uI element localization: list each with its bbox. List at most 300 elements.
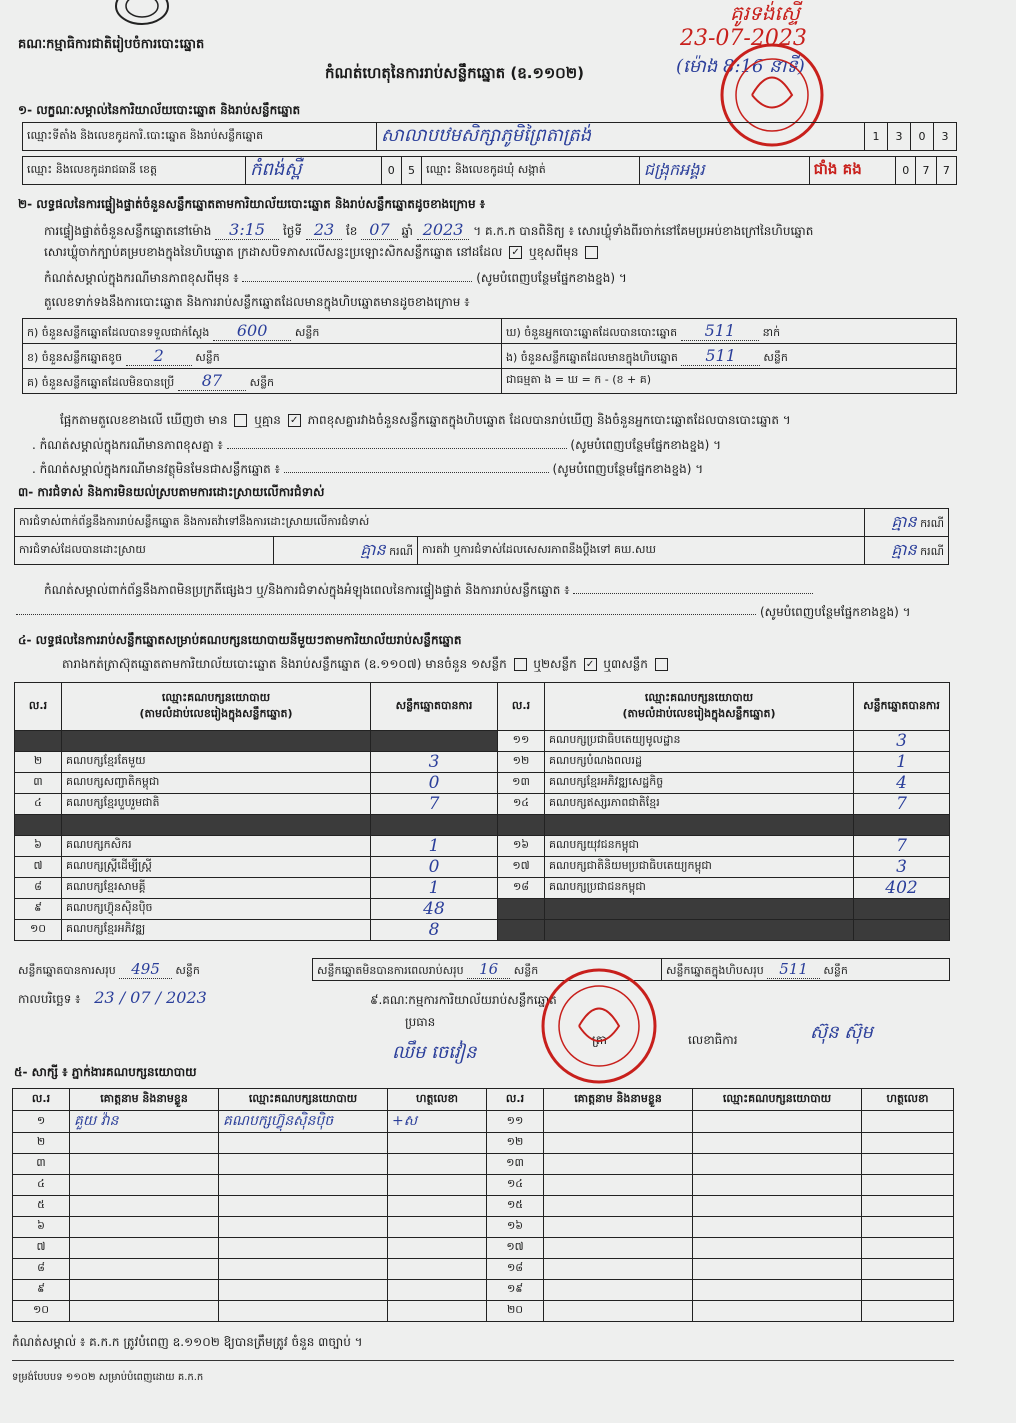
footer-form: ទម្រង់បែបបទ ១១០២ សម្រាប់បំពេញដោយ គ.ក.ក (12, 1372, 204, 1383)
results-table (14, 682, 950, 941)
witness-name (70, 1217, 219, 1238)
party-votes: 3 (854, 731, 950, 752)
witness-sign (388, 1280, 487, 1301)
results-row (15, 899, 950, 920)
results-row (15, 836, 950, 857)
party-number (498, 899, 545, 920)
party-votes: 7 (854, 836, 950, 857)
party-name: គណបក្សខ្មែរអភិវឌ្ឍ (62, 920, 371, 941)
party-name: គណបក្សប្រជាជនកម្ពុជា (545, 878, 854, 899)
witness-empty-cell (862, 1154, 954, 1175)
commune-stamp: ជាំង គង (809, 157, 895, 185)
unit: ករណី (920, 544, 944, 558)
office-code-digit: 0 (911, 123, 934, 151)
verify-time: 3:15 (215, 220, 279, 240)
results-row (15, 815, 950, 836)
verify-month: 07 (361, 220, 397, 240)
section1-table (22, 122, 957, 151)
three-sheets-checkbox[interactable] (655, 658, 668, 671)
party-votes: 0 (371, 857, 498, 878)
appeal-count (864, 537, 948, 565)
w-col-party: ឈ្មោះគណបក្សនយោបាយ (693, 1089, 862, 1111)
witness-body (13, 1111, 954, 1322)
witness-sign (388, 1133, 487, 1154)
label: (សូមបំពេញបន្ថែមផ្នែកខាងខ្នង) ។ (570, 438, 721, 452)
figure-d-value: 511 (681, 321, 760, 341)
results-row (15, 878, 950, 899)
unit: នាក់ (762, 325, 781, 339)
unit: សន្លឹក (175, 963, 200, 977)
figures-intro: តួលេខទាក់ទងនឹងការបោះឆ្នោត និងការរាប់សន្លឹកឆ្នោតដែលមានក្នុងហិបឆ្នោតមានដូចខាងក្រោម ៖ (44, 295, 470, 309)
results-row (15, 773, 950, 794)
results-row (15, 731, 950, 752)
witness-empty-cell (544, 1280, 693, 1301)
label: . កំណត់សម្គាល់ក្នុងករណីមានវត្ថុមិនមែនជាសន្លឹកឆ្នោត ៖ (32, 462, 280, 476)
objections-table (14, 508, 949, 565)
w-col-name: គោត្តនាម និងនាមខ្លួន (544, 1089, 693, 1111)
witness-no: ១ (13, 1111, 70, 1133)
party-number: ៧ (15, 857, 62, 878)
unit: ករណី (920, 516, 944, 530)
witness-row (13, 1217, 954, 1238)
party-number: ១៧ (498, 857, 545, 878)
irregularities-note (44, 582, 813, 600)
witness-row (13, 1238, 954, 1259)
witness-empty-cell (693, 1259, 862, 1280)
label: ឬខុសពីមុន (528, 245, 579, 259)
witness-name (70, 1238, 219, 1259)
witness-empty-cell (862, 1111, 954, 1133)
witness-row (13, 1259, 954, 1280)
label: ង) ចំនួនសន្លឹកឆ្នោតដែលមានក្នុងហិបឆ្នោត (506, 350, 678, 364)
col-no: ល.រ (15, 683, 62, 731)
party-votes (854, 815, 950, 836)
witness-name (70, 1133, 219, 1154)
witness-party (219, 1238, 388, 1259)
label: គ) ចំនួនសន្លឹកឆ្នោតដែលមិនបានប្រើ (27, 375, 175, 389)
witness-empty-cell (693, 1175, 862, 1196)
form-title: កំណត់ហេតុនៃការរាប់សន្លឹកឆ្នោត (ឧ.១១០២) (325, 64, 585, 82)
party-name: គណបក្សខ្មែរតែមួយ (62, 752, 371, 773)
party-votes: 0 (371, 773, 498, 794)
tally-sheet-line (62, 656, 671, 674)
province-code-digit: 0 (381, 157, 401, 185)
label: សន្លឹកឆ្នោតបានការសរុប (18, 963, 116, 977)
party-number: ៩ (15, 899, 62, 920)
witness-row (13, 1280, 954, 1301)
figure-d (502, 319, 957, 344)
witness-empty-cell (544, 1301, 693, 1322)
chair-signature: ឈឹម ចេវៀន (392, 1042, 477, 1063)
date-value: 23 / 07 / 2023 (94, 988, 207, 1007)
committee-stamp-icon (536, 966, 662, 1086)
objection-count (864, 509, 948, 537)
commune-code-digit: 7 (916, 157, 936, 185)
party-votes (371, 815, 498, 836)
witness-no: ១៦ (487, 1217, 544, 1238)
witness-name (70, 1259, 219, 1280)
witness-no: ១៤ (487, 1175, 544, 1196)
party-votes: 3 (371, 752, 498, 773)
witness-empty-cell (544, 1154, 693, 1175)
witness-name (70, 1154, 219, 1175)
nec-emblem-icon (112, 0, 172, 26)
party-votes: 3 (854, 857, 950, 878)
witness-empty-cell (693, 1280, 862, 1301)
witness-no: ១៩ (487, 1280, 544, 1301)
party-votes: 4 (854, 773, 950, 794)
party-votes: 8 (371, 920, 498, 941)
witness-empty-cell (693, 1111, 862, 1133)
label: ខ) ចំនួនសន្លឹកឆ្នោតខូច (27, 350, 123, 364)
party-number: ៣ (15, 773, 62, 794)
one-sheet-checkbox[interactable] (514, 658, 527, 671)
commune-code-digit: 0 (896, 157, 916, 185)
label: សោរឃ្លុំចាក់ក្បាប់គម្របខាងក្នុងនៃហិបឆ្នោត ក្រដាសបិទភាសលើសន្លះប្រឡោះសិកសន្លឹកឆ្នោត នៅដដែល (44, 245, 503, 259)
unit: ករណី (389, 544, 413, 558)
party-votes: 48 (371, 899, 498, 920)
witness-party (219, 1259, 388, 1280)
w-col-no: ល.រ (13, 1089, 70, 1111)
witness-no: ១០ (13, 1301, 70, 1322)
label: ថ្ងៃទី (282, 224, 302, 238)
label: ឬ៣សន្លឹក (603, 657, 648, 671)
org-name: គណៈកម្មាធិការជាតិរៀបចំការបោះឆ្នោត (18, 37, 205, 52)
witness-empty-cell (862, 1175, 954, 1196)
commune-label: ឈ្មោះ និងលេខកូដឃុំ សង្កាត់ (422, 157, 640, 185)
w-col-party: ឈ្មោះគណបក្សនយោបាយ (219, 1089, 388, 1111)
totals-table (14, 958, 950, 981)
figure-b (23, 344, 502, 369)
witness-sign (388, 1217, 487, 1238)
total-box (662, 959, 950, 981)
handwritten-date: 23-07-2023 (680, 26, 807, 51)
party-number: ១៨ (498, 878, 545, 899)
office-code-digit: 3 (934, 123, 957, 151)
party-name: គណបក្សបំណងពលរដ្ឋ (545, 752, 854, 773)
witness-no: ១២ (487, 1133, 544, 1154)
label: ។ គ.ក.ក បានពិនិត្យ ៖ សោរឃ្លុំទាំងពីរចាក់នៅគែមប្រអប់ខាងក្រៅនៃហិបឆ្នោត (473, 224, 814, 238)
party-name (62, 815, 371, 836)
party-number (15, 731, 62, 752)
two-sheets-checkbox[interactable]: ✓ (584, 658, 597, 671)
witness-no: ១៣ (487, 1154, 544, 1175)
seal-line (44, 244, 601, 262)
witness-empty-cell (693, 1301, 862, 1322)
col-party-sub: (តាមលំដាប់លេខរៀងក្នុងសន្លឹកឆ្នោត) (622, 706, 776, 720)
witness-party (219, 1217, 388, 1238)
secretary-label: លេខាធិការ (688, 1033, 738, 1047)
party-number: ១២ (498, 752, 545, 773)
witness-party: គណបក្សហ៊្វុនស៊ិនប៉ិច (219, 1111, 388, 1133)
party-votes: 7 (371, 794, 498, 815)
witness-empty-cell (544, 1217, 693, 1238)
witness-row (13, 1196, 954, 1217)
witness-no: ៦ (13, 1217, 70, 1238)
has-discrepancy-checkbox[interactable] (234, 414, 247, 427)
w-col-sign: ហត្ថលេខា (388, 1089, 487, 1111)
appeal-value: គ្មាន (891, 539, 917, 559)
party-number: ៨ (15, 878, 62, 899)
province-name: កំពង់ស្ពឺ (246, 157, 382, 185)
witness-party (219, 1301, 388, 1322)
witness-no: ២០ (487, 1301, 544, 1322)
label: (សូមបំពេញបន្ថែមផ្នែកខាងខ្នង) ។ (476, 271, 627, 285)
witness-no: ១១ (487, 1111, 544, 1133)
label: (សូមបំពេញបន្ថែមផ្នែកខាងខ្នង) ។ (552, 462, 704, 476)
party-number: ៦ (15, 836, 62, 857)
figure-c (23, 369, 502, 394)
unit: សន្លឹក (513, 963, 539, 977)
party-votes: 7 (854, 794, 950, 815)
party-name: គណបក្សស្ត្រីដើម្បីស្ត្រី (62, 857, 371, 878)
witness-no: ៥ (13, 1196, 70, 1217)
witness-no: ៧ (13, 1238, 70, 1259)
witness-empty-cell (544, 1238, 693, 1259)
party-number (15, 815, 62, 836)
section1-heading: ១- លក្ខណៈសម្គាល់នៃការិយាល័យបោះឆ្នោត និងរាប់សន្លឹកឆ្នោត (18, 103, 301, 117)
office-code-digit: 3 (888, 123, 911, 151)
party-name: គណបក្សជាតិនិយមប្រជាធិបតេយ្យកម្ពុជា (545, 857, 854, 878)
total-box-value: 511 (767, 960, 820, 979)
label: . កំណត់សម្គាល់ក្នុងករណីមានភាពខុសគ្នា ៖ (32, 438, 223, 452)
witness-empty-cell (693, 1133, 862, 1154)
witness-empty-cell (862, 1280, 954, 1301)
handwritten-time: (ម៉ោង 8:16 នាទី) (676, 56, 805, 77)
witness-empty-cell (862, 1196, 954, 1217)
party-number: ២ (15, 752, 62, 773)
appeal-label: ការតវ៉ា ឬការជំទាស់ដែលសេសរភាពនឹងប្តឹងទៅ គឃ.សឃ (418, 537, 865, 565)
fill-note-3: (សូមបំពេញបន្ថែមផ្នែកខាងខ្នង) ។ (760, 605, 911, 619)
results-row (15, 794, 950, 815)
unit: សន្លឹក (249, 375, 275, 389)
label: ឬ២សន្លឹក (533, 657, 577, 671)
col-party-title: ឈ្មោះគណបក្សនយោបាយ (644, 690, 754, 704)
total-valid-value: 495 (119, 960, 172, 979)
label: សន្លឹកឆ្នោតមិនបានការពេលរាប់សរុប (317, 963, 464, 977)
col-no: ល.រ (498, 683, 545, 731)
party-number: ១៤ (498, 794, 545, 815)
party-votes (854, 920, 950, 941)
label: ផ្អែកតាមតួលេខខាងលើ ឃើញថា មាន (60, 413, 228, 427)
commune-code-digit: 7 (936, 157, 956, 185)
party-name: គណបក្សឥស្សរភាពជាតិខ្មែរ (545, 794, 854, 815)
witness-row (13, 1133, 954, 1154)
witness-no: ៨ (13, 1259, 70, 1280)
date-line (18, 988, 207, 1009)
resolved-label: ការជំទាស់ដែលបានដោះស្រាយ (15, 537, 274, 565)
witness-empty-cell (544, 1111, 693, 1133)
party-votes: 1 (371, 878, 498, 899)
party-number (498, 920, 545, 941)
figure-c-value: 87 (178, 371, 246, 391)
witness-no: ១៨ (487, 1259, 544, 1280)
secretary-signature: ស៊ុន ស៊ុម (810, 1022, 873, 1043)
figures-table (22, 318, 957, 394)
witness-party (219, 1133, 388, 1154)
label: កំណត់សម្គាល់ក្នុងករណីមានភាពខុសពីមុន ៖ (44, 271, 239, 285)
unit: សន្លឹក (195, 350, 220, 364)
formula: ជាធម្មតា ង = ឃ = ក - (ខ + គ) (502, 369, 957, 394)
witness-empty-cell (544, 1133, 693, 1154)
handwritten-note: គូរទង់ស្ទើ (730, 1, 800, 25)
witness-row (13, 1154, 954, 1175)
witness-empty-cell (693, 1238, 862, 1259)
witness-empty-cell (693, 1154, 862, 1175)
party-name (545, 920, 854, 941)
section5-heading: ៥- សាក្សី ៖ ភ្នាក់ងារគណបក្សនយោបាយ (14, 1065, 197, 1079)
witness-no: ៤ (13, 1175, 70, 1196)
party-number (498, 815, 545, 836)
witness-party (219, 1280, 388, 1301)
witness-sign (388, 1259, 487, 1280)
footer-note: កំណត់សម្គាល់ ៖ គ.ក.ក ត្រូវបំពេញ ឧ.១១០២ ឱ្យបានត្រឹមត្រូវ ចំនួន ៣ច្បាប់ ។ (12, 1335, 363, 1349)
witness-table (12, 1088, 954, 1322)
section4-heading: ៤- លទ្ធផលនៃការរាប់សន្លឹកឆ្នោតសម្រាប់គណបក្សនយោបាយនីមួយៗតាមការិយាល័យរាប់សន្លឹកឆ្នោត (18, 633, 462, 647)
label: ភាពខុសគ្នារវាងចំនួនសន្លឹកឆ្នោតក្នុងហិបឆ្នោត ដែលបានរាប់ឃើញ និងចំនួនអ្នកបោះឆ្នោតដែលបានបោះឆ្នោត ។ (307, 413, 791, 427)
committee-label: ៩.គណៈកម្មការការិយាល័យរាប់សន្លឹកឆ្នោត (370, 993, 557, 1007)
unit: សន្លឹក (823, 963, 848, 977)
witness-empty-cell (544, 1259, 693, 1280)
results-row (15, 920, 950, 941)
witness-no: ១៧ (487, 1238, 544, 1259)
witness-no: ៩ (13, 1280, 70, 1301)
party-name: គណបក្សប្រជាធិបតេយ្យមូលដ្ឋាន (545, 731, 854, 752)
party-number: ១៦ (498, 836, 545, 857)
label: ឆ្នាំ (401, 224, 413, 238)
label: ក) ចំនួនសន្លឹកឆ្នោតដែលបានទទួលជាក់ស្តែង (27, 325, 210, 339)
party-name: គណបក្សខ្មែរសាមគ្គី (62, 878, 371, 899)
witness-name: គួយ វ៉ាន (70, 1111, 219, 1133)
commune-name: ជង្រុកអង្គរ (639, 157, 809, 185)
office-code-digit: 1 (865, 123, 888, 151)
party-votes: 1 (854, 752, 950, 773)
province-code-digit: 5 (401, 157, 421, 185)
witness-name (70, 1301, 219, 1322)
col-party (545, 683, 854, 731)
witness-sign (388, 1175, 487, 1196)
col-party-sub: (តាមលំដាប់លេខរៀងក្នុងសន្លឹកឆ្នោត) (139, 706, 293, 720)
objection-label: ការជំទាស់ពាក់ព័ន្ធនឹងការរាប់សន្លឹកឆ្នោត និងការតវ៉ាទៅនឹងការដោះស្រាយលើការជំទាស់ (15, 509, 865, 537)
results-body (15, 731, 950, 941)
results-row (15, 752, 950, 773)
section3-heading: ៣- ការជំទាស់ និងការមិនយល់ស្របតាមការដោះស្រាយលើការជំទាស់ (18, 485, 325, 499)
party-votes (854, 899, 950, 920)
discrepancy-line (60, 412, 791, 430)
witness-row (13, 1175, 954, 1196)
witness-no: ៣ (13, 1154, 70, 1175)
w-col-no: ល.រ (487, 1089, 544, 1111)
section1-table-row2 (22, 156, 957, 185)
witness-sign: +ស (388, 1111, 487, 1133)
w-col-name: គោត្តនាម និងនាមខ្លួន (70, 1089, 219, 1111)
verification-line (44, 220, 813, 241)
party-number: ១៣ (498, 773, 545, 794)
party-name: គណបក្សហ៊្វុនស៊ិនប៉ិច (62, 899, 371, 920)
witness-row (13, 1301, 954, 1322)
col-votes: សន្លឹកឆ្នោតបានការ (371, 683, 498, 731)
witness-party (219, 1175, 388, 1196)
changed-checkbox[interactable] (585, 246, 598, 259)
party-name (545, 899, 854, 920)
party-number: ១០ (15, 920, 62, 941)
chair-label: ប្រធាន (405, 1015, 436, 1029)
witness-empty-cell (693, 1217, 862, 1238)
witness-empty-cell (862, 1238, 954, 1259)
witness-sign (388, 1238, 487, 1259)
party-name: គណបក្សយុវជនកម្ពុជា (545, 836, 854, 857)
office-name: សាលាបឋមសិក្សាភូមិព្រៃតាត្រង់ (377, 123, 865, 151)
results-row (15, 857, 950, 878)
total-valid (14, 959, 313, 981)
party-name (545, 815, 854, 836)
figure-e (502, 344, 957, 369)
col-party (62, 683, 371, 731)
office-label: ឈ្មោះទីតាំង និងលេខកូដការិ.បោះឆ្នោត និងរាប់សន្លឹកឆ្នោត (23, 123, 377, 151)
figure-a (23, 319, 502, 344)
note-foreign-object (32, 461, 703, 479)
verify-day: 23 (306, 220, 342, 240)
label: កាលបរិច្ឆេទ ៖ (18, 992, 81, 1006)
objection-value: គ្មាន (891, 511, 917, 531)
label: ឃ) ចំនួនអ្នកបោះឆ្នោតដែលបានបោះឆ្នោត (506, 325, 678, 339)
label: ឬគ្មាន (254, 413, 281, 427)
witness-empty-cell (862, 1133, 954, 1154)
party-votes: 1 (371, 836, 498, 857)
figure-b-value: 2 (126, 346, 192, 366)
unchanged-checkbox[interactable]: ✓ (509, 246, 522, 259)
party-name: គណបក្សខ្មែរបួបរួមជាតិ (62, 794, 371, 815)
witness-name (70, 1175, 219, 1196)
party-votes: 402 (854, 878, 950, 899)
resolved-value: គ្មាន (360, 539, 386, 559)
resolved-count (274, 537, 418, 565)
party-name: គណបក្សសញ្ជាតិកម្ពុជា (62, 773, 371, 794)
witness-no: ១៥ (487, 1196, 544, 1217)
party-number: ១១ (498, 731, 545, 752)
unit: សន្លឹក (294, 325, 320, 339)
diff-note-line (44, 270, 627, 288)
witness-sign (388, 1301, 487, 1322)
party-number: ៤ (15, 794, 62, 815)
total-invalid-value: 16 (467, 960, 510, 979)
label: ការផ្ទៀងផ្ទាត់ចំនួនសន្លឹកឆ្នោតនៅម៉ោង (44, 224, 212, 238)
witness-empty-cell (862, 1301, 954, 1322)
witness-empty-cell (862, 1259, 954, 1280)
verify-year: 2023 (417, 220, 470, 240)
witness-empty-cell (862, 1217, 954, 1238)
figure-a-value: 600 (213, 321, 292, 341)
witness-sign (388, 1154, 487, 1175)
witness-empty-cell (544, 1196, 693, 1217)
witness-name (70, 1196, 219, 1217)
witness-party (219, 1196, 388, 1217)
no-discrepancy-checkbox[interactable]: ✓ (288, 414, 301, 427)
witness-party (219, 1154, 388, 1175)
witness-row (13, 1111, 954, 1133)
witness-empty-cell (693, 1196, 862, 1217)
witness-empty-cell (544, 1175, 693, 1196)
party-name: គណបក្សខ្មែរអភិវឌ្ឍសេដ្ឋកិច្ច (545, 773, 854, 794)
w-col-sign: ហត្ថលេខា (862, 1089, 954, 1111)
col-votes: សន្លឹកឆ្នោតបានការ (854, 683, 950, 731)
label: ខែ (346, 224, 358, 238)
figure-e-value: 511 (681, 346, 760, 366)
party-name: គណបក្សកសិករ (62, 836, 371, 857)
label: តារាងកត់ត្រាស៊ុតឆ្នោតតាមការិយាល័យបោះឆ្នោត និងរាប់សន្លឹកឆ្នោត (ឧ.១១០៧) មានចំនួន ១សន្លឹក (62, 657, 507, 671)
label: សន្លឹកឆ្នោតក្នុងហិបសរុប (666, 963, 764, 977)
note-discrepancy (32, 437, 721, 455)
